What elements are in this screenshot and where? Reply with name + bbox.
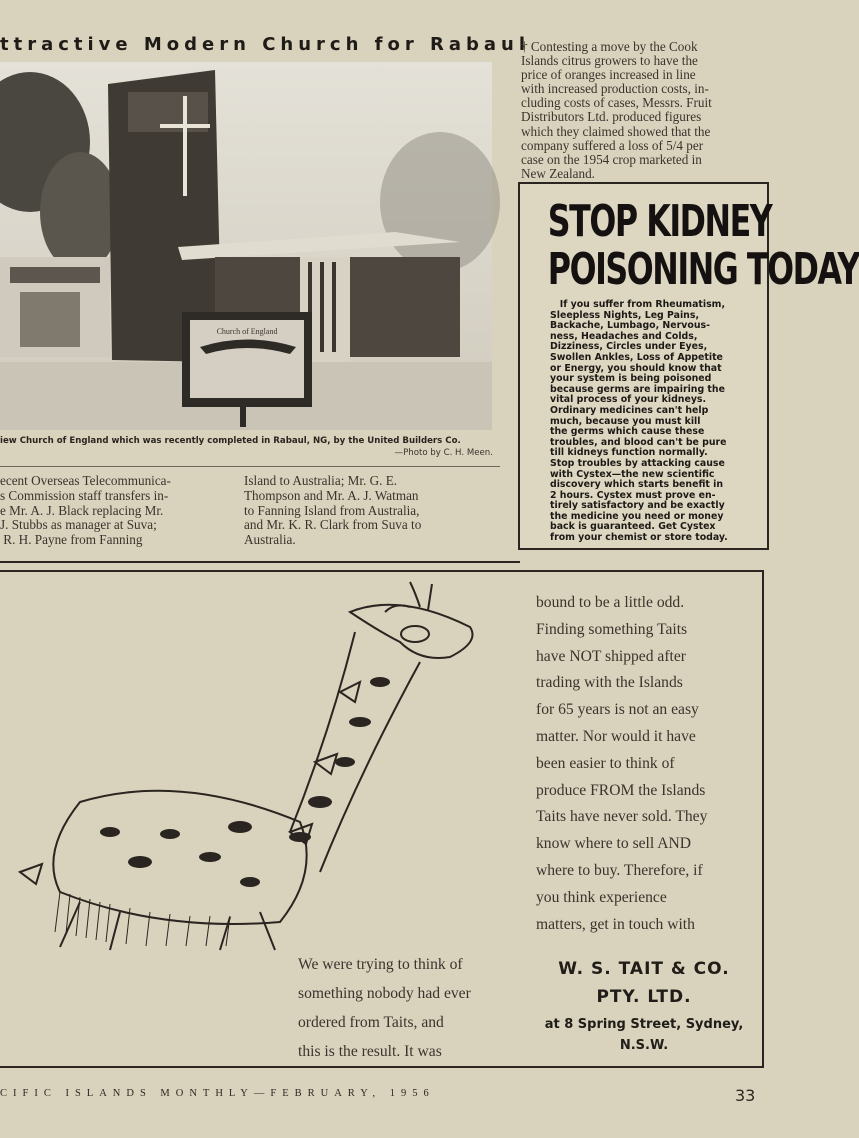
company-address: at 8 Spring Street, Sydney,: [544, 1017, 744, 1032]
company-suffix: PTY. LTD.: [596, 987, 692, 1007]
citrus-news-item: † Contesting a move by the Cook Islands citrus growers to have the price of oranges increased in line with increased production costs, in- cluding costs of cases, Messrs. Fruit Distributors Ltd. produced figures which they claimed showed that the company suffered a loss of 5/4 per case on the 1954 crop marketed in New Zealand.: [521, 39, 712, 181]
tait-ad-copy: bound to be a little odd. Finding something Taits have NOT shipped after trading with the Islands for 65 years is not an easy matter. Nor would it have been easier to think of produce FROM the Islands Taits have never sold. They know where to sell AND where to buy. Therefore, if you think experience matters, get in touch with: [536, 594, 708, 933]
photo-caption: iew Church of England which was recently completed in Rabaul, NG, by the United Builders Co.: [0, 436, 461, 446]
magazine-footer: CIFIC ISLANDS MONTHLY—FEBRUARY, 1956: [0, 1088, 435, 1099]
article-column-right: Island to Australia; Mr. G. E. Thompson and Mr. A. J. Watman to Fanning Island from Australia, and Mr. K. R. Clark from Suva to Australia.: [244, 473, 422, 548]
tait-company-block: [530, 954, 758, 1056]
divider: [0, 466, 500, 467]
photo-credit: —Photo by C. H. Meen.: [394, 448, 493, 458]
company-state: N.S.W.: [619, 1038, 669, 1053]
kidney-ad-body: If you suffer from Rheumatism, Sleepless Nights, Leg Pains, Backache, Lumbago, Nervous- ness, Headaches and Colds, Dizziness, Circles under Eyes, Swollen Ankles, Loss of Appetite or Energy, you should know that your system is being poisoned because germs are impairing the vital process of your kidneys. Ordinary medicines can't help much, because you must kill the germs which cause these troubles, and blood can't be pure till kidneys function normally. Stop troubles by attacking cause with Cystex—the new scientific discovery which starts benefit in 2 hours. Cystex must prove en- tirely satisfactory and be exactly the medicine you need or money back is guaranteed. Get Cystex from your chemist or store today.: [550, 299, 728, 544]
giraffe-illustration: [0, 572, 520, 952]
page-number: 33: [735, 1086, 756, 1105]
article-headline: ttractive Modern Church for Rabaul: [0, 34, 531, 55]
kidney-ad-title: [547, 196, 859, 295]
kidney-advertisement: [518, 182, 859, 550]
tait-ad-intro: We were trying to think of something nobody had ever ordered from Taits, and this is the result. It was: [298, 956, 471, 1060]
church-photo: [0, 62, 492, 430]
kidney-ad-title-line2: POISONING TODAY: [547, 244, 859, 295]
kidney-ad-title-line1: STOP KIDNEY: [547, 196, 772, 247]
sign-text: Church of England: [216, 327, 278, 336]
article-column-left: ecent Overseas Telecommunica- s Commission staff transfers in- e Mr. A. J. Black replacing Mr. J. Stubbs as manager at Suva; R. H. Payne from Fanning: [0, 473, 171, 548]
divider: [0, 561, 520, 563]
company-name: W. S. TAIT & CO.: [558, 959, 730, 979]
